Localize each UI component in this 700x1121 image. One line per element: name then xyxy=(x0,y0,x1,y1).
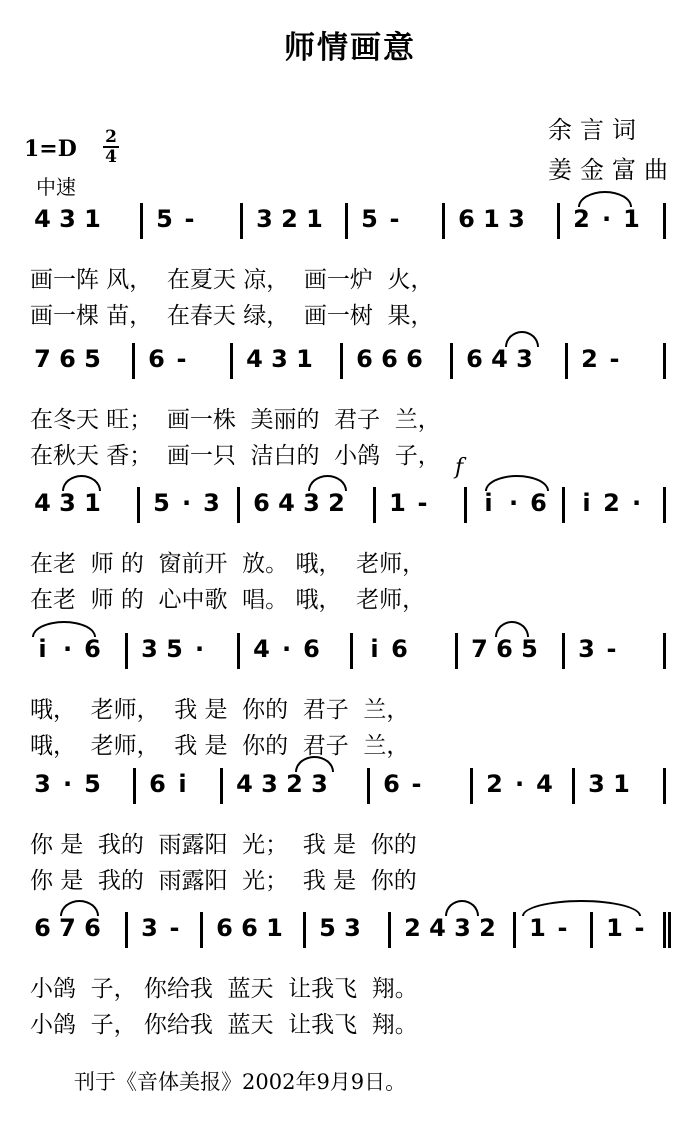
slur xyxy=(505,331,539,347)
lyrics-verse-2: 哦， 老师， 我 是 你的 君子 兰， xyxy=(30,733,410,759)
measure xyxy=(400,912,500,972)
lyrics-verse-2: 在秋天 香； 画一只 洁白的 小鸽 子， xyxy=(30,443,441,469)
note: - xyxy=(609,345,620,373)
barline xyxy=(562,633,565,669)
note: 3 xyxy=(141,914,158,942)
note: 1 xyxy=(306,205,323,233)
note: 6 xyxy=(406,345,423,373)
note: 2 xyxy=(281,205,298,233)
barline xyxy=(132,343,135,379)
note: 3 xyxy=(311,770,328,798)
note: 3 xyxy=(271,345,288,373)
score-system xyxy=(0,912,700,1042)
note: 1 xyxy=(623,205,640,233)
note: 4 xyxy=(253,635,270,663)
measure xyxy=(569,203,644,263)
note: i xyxy=(38,635,47,663)
barline xyxy=(663,768,666,804)
note: - xyxy=(634,914,645,942)
note: - xyxy=(417,489,428,517)
slur xyxy=(578,191,632,207)
barline xyxy=(450,343,453,379)
publication-note: 刊于《音体美报》2002年9月9日。 xyxy=(74,1070,407,1094)
note: 6 xyxy=(356,345,373,373)
note: - xyxy=(169,914,180,942)
lyrics-verse-1: 你 是 我的 雨露阳 光； 我 是 你的 xyxy=(30,832,417,858)
measure xyxy=(30,633,105,693)
measure xyxy=(30,912,105,972)
note: 3 xyxy=(34,770,51,798)
barline xyxy=(470,768,473,804)
measure xyxy=(482,768,557,828)
barline xyxy=(237,487,240,523)
final-barline xyxy=(668,912,671,948)
barline xyxy=(345,203,348,239)
measure xyxy=(212,912,287,972)
lyrics-verse-1: 画一阵 风， 在夏天 凉， 画一炉 火， xyxy=(30,267,434,293)
measure xyxy=(137,912,187,972)
note: 1 xyxy=(389,489,406,517)
note: 5 xyxy=(319,914,336,942)
barline xyxy=(455,633,458,669)
measure xyxy=(454,203,529,263)
measure xyxy=(249,487,349,547)
note: 4 xyxy=(236,770,253,798)
measure xyxy=(232,768,332,828)
measure xyxy=(362,633,412,693)
tempo-marking: 中速 xyxy=(36,175,76,199)
note: - xyxy=(389,205,400,233)
note: 6 xyxy=(303,635,320,663)
measure xyxy=(476,487,551,547)
barline xyxy=(240,203,243,239)
barline xyxy=(464,487,467,523)
barline xyxy=(373,487,376,523)
note: 6 xyxy=(391,635,408,663)
measure xyxy=(30,487,105,547)
slur xyxy=(60,900,99,916)
note: 4 xyxy=(278,489,295,517)
note: · xyxy=(508,489,519,517)
barline xyxy=(230,343,233,379)
measure xyxy=(242,343,317,403)
slur xyxy=(32,621,96,637)
measure xyxy=(584,768,634,828)
barline xyxy=(663,633,666,669)
note: 3 xyxy=(303,489,320,517)
note: i xyxy=(370,635,379,663)
lyrics-verse-1: 哦， 老师， 我 是 你的 君子 兰， xyxy=(30,697,410,723)
measure xyxy=(352,343,427,403)
barline xyxy=(557,203,560,239)
lyrics-verse-1: 小鸽 子， 你给我 蓝天 让我飞 翔。 xyxy=(30,976,418,1002)
note: 2 xyxy=(328,489,345,517)
note: · xyxy=(514,770,525,798)
measure xyxy=(30,768,105,828)
note: 3 xyxy=(59,489,76,517)
score-system xyxy=(0,768,700,898)
note: 6 xyxy=(34,914,51,942)
note: 3 xyxy=(59,205,76,233)
note: · xyxy=(281,635,292,663)
note: 4 xyxy=(491,345,508,373)
lyrics-verse-2: 小鸽 子， 你给我 蓝天 让我飞 翔。 xyxy=(30,1012,418,1038)
measure xyxy=(252,203,327,263)
note: 6 xyxy=(253,489,270,517)
note: 6 xyxy=(216,914,233,942)
note: 4 xyxy=(34,489,51,517)
note: 6 xyxy=(84,914,101,942)
barline xyxy=(590,912,593,948)
note: - xyxy=(411,770,422,798)
barline xyxy=(367,768,370,804)
note: 5 xyxy=(156,205,173,233)
lyrics-verse-2: 你 是 我的 雨露阳 光； 我 是 你的 xyxy=(30,868,417,894)
score-system xyxy=(0,203,700,333)
note: 3 xyxy=(344,914,361,942)
slur xyxy=(485,475,549,491)
note: 6 xyxy=(381,345,398,373)
barline xyxy=(340,343,343,379)
barline xyxy=(565,343,568,379)
dynamic-marking: f xyxy=(455,455,464,480)
note: 3 xyxy=(578,635,595,663)
barline xyxy=(562,487,565,523)
barline xyxy=(442,203,445,239)
song-title: 师情画意 xyxy=(284,30,416,66)
note: 3 xyxy=(261,770,278,798)
note: 2 xyxy=(573,205,590,233)
measure xyxy=(149,487,224,547)
note: 2 xyxy=(486,770,503,798)
measure xyxy=(30,203,105,263)
note: 6 xyxy=(458,205,475,233)
score-system xyxy=(0,633,700,763)
note: 5 xyxy=(361,205,378,233)
barline xyxy=(303,912,306,948)
note: 4 xyxy=(34,205,51,233)
barline xyxy=(200,912,203,948)
key-signature: 1=D xyxy=(24,136,77,162)
barline xyxy=(513,912,516,948)
note: 3 xyxy=(588,770,605,798)
note: 3 xyxy=(203,489,220,517)
note: 3 xyxy=(256,205,273,233)
note: · xyxy=(62,635,73,663)
note: 7 xyxy=(34,345,51,373)
note: 5 xyxy=(166,635,183,663)
note: - xyxy=(606,635,617,663)
note: · xyxy=(181,489,192,517)
barline xyxy=(125,912,128,948)
lyrics-verse-2: 画一棵 苗， 在春天 绿， 画一树 果， xyxy=(30,303,434,329)
measure xyxy=(602,912,652,972)
barline xyxy=(388,912,391,948)
note: 5 xyxy=(84,345,101,373)
measure xyxy=(249,633,324,693)
slur xyxy=(62,475,101,491)
note: - xyxy=(557,914,568,942)
note: 5 xyxy=(84,770,101,798)
barline xyxy=(663,343,666,379)
measure xyxy=(144,343,194,403)
measure xyxy=(577,343,627,403)
note: - xyxy=(176,345,187,373)
time-signature xyxy=(100,128,122,166)
note: - xyxy=(184,205,195,233)
note: i xyxy=(178,770,187,798)
note: · xyxy=(62,770,73,798)
slur xyxy=(495,621,529,637)
note: 2 xyxy=(603,489,620,517)
note: 2 xyxy=(479,914,496,942)
note: 4 xyxy=(429,914,446,942)
note: 1 xyxy=(84,489,101,517)
lyrics-verse-1: 在冬天 旺； 画一株 美丽的 君子 兰， xyxy=(30,407,441,433)
note: 5 xyxy=(521,635,538,663)
note: 6 xyxy=(148,345,165,373)
note: 3 xyxy=(508,205,525,233)
note: 6 xyxy=(496,635,513,663)
note: · xyxy=(631,489,642,517)
measure xyxy=(315,912,365,972)
barline xyxy=(350,633,353,669)
note: · xyxy=(194,635,205,663)
measure xyxy=(525,912,575,972)
note: 1 xyxy=(296,345,313,373)
measure xyxy=(385,487,435,547)
measure xyxy=(357,203,407,263)
barline xyxy=(220,768,223,804)
barline xyxy=(237,633,240,669)
note: i xyxy=(484,489,493,517)
note: 3 xyxy=(454,914,471,942)
measure xyxy=(379,768,429,828)
composer-credit: 姜金富曲 xyxy=(548,156,676,184)
measure xyxy=(152,203,202,263)
barline xyxy=(140,203,143,239)
note: 1 xyxy=(529,914,546,942)
barline xyxy=(137,487,140,523)
lyrics-verse-2: 在老 师 的 心中歌 唱。 哦， 老师， xyxy=(30,587,426,613)
note: 6 xyxy=(383,770,400,798)
measure xyxy=(462,343,537,403)
slur xyxy=(522,900,641,916)
note: 4 xyxy=(536,770,553,798)
measure xyxy=(574,487,649,547)
barline xyxy=(663,203,666,239)
note: 4 xyxy=(246,345,263,373)
measure xyxy=(137,633,212,693)
slur xyxy=(308,475,347,491)
note: 3 xyxy=(516,345,533,373)
note: 2 xyxy=(286,770,303,798)
note: 1 xyxy=(84,205,101,233)
measure xyxy=(145,768,195,828)
lyricist-credit: 余言词 xyxy=(548,116,644,144)
note: 1 xyxy=(483,205,500,233)
note: 2 xyxy=(581,345,598,373)
barline xyxy=(133,768,136,804)
note: 6 xyxy=(149,770,166,798)
score-system xyxy=(0,343,700,473)
measure xyxy=(30,343,105,403)
note: 1 xyxy=(606,914,623,942)
note: 1 xyxy=(266,914,283,942)
note: 7 xyxy=(471,635,488,663)
time-bottom: 4 xyxy=(105,147,117,167)
note: 2 xyxy=(404,914,421,942)
lyrics-verse-1: 在老 师 的 窗前开 放。 哦， 老师， xyxy=(30,551,426,577)
note: 5 xyxy=(153,489,170,517)
barline xyxy=(663,912,666,948)
measure xyxy=(574,633,624,693)
note: 6 xyxy=(466,345,483,373)
note: · xyxy=(601,205,612,233)
note: 6 xyxy=(59,345,76,373)
note: 6 xyxy=(241,914,258,942)
note: 3 xyxy=(141,635,158,663)
note: 1 xyxy=(613,770,630,798)
slur xyxy=(445,900,479,916)
barline xyxy=(572,768,575,804)
note: i xyxy=(582,489,591,517)
time-top: 2 xyxy=(105,127,117,147)
note: 6 xyxy=(530,489,547,517)
measure xyxy=(467,633,542,693)
note: 6 xyxy=(84,635,101,663)
barline xyxy=(663,487,666,523)
barline xyxy=(125,633,128,669)
note: 7 xyxy=(59,914,76,942)
